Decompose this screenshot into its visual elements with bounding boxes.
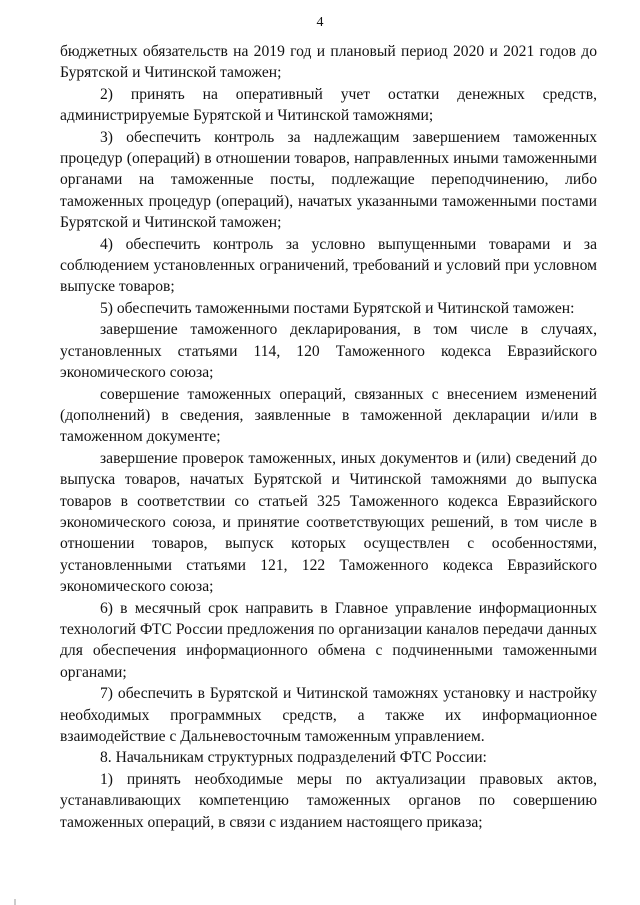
paragraph-continuation: бюджетных обязательств на 2019 год и плановый период 2020 и 2021 годов до Бурятской и Читинской таможен;	[60, 43, 597, 82]
paragraph-item-6: 6) в месячный срок направить в Главное управление информационных технологий ФТС России предложения по организации каналов передачи данных для обеспечения информационного обмена с подчиненными таможенными органами;	[60, 599, 597, 681]
paragraph-item-2: 2) принять на оперативный учет остатки денежных средств, администрируемые Бурятской и Читинской таможнями;	[60, 85, 597, 125]
paragraph-subitem-declaration: завершение таможенного декларирования, в том числе в случаях, установленных статьями 114, 120 Таможенного кодекса Евразийского экономического союза;	[60, 321, 597, 382]
paragraph-section-8-item-1: 1) принять необходимые меры по актуализации правовых актов, устанавливающих компетенцию таможенных органов по совершению таможенных операций, в связи с изданием настоящего приказа;	[60, 770, 597, 831]
paragraph-item-3: 3) обеспечить контроль за надлежащим завершением таможенных процедур (операций) в отношении товаров, направленных иными таможенными органами на таможенные посты, подлежащие переподчинению, либо таможенных процедур (операций), начатых указанными таможенными постами Бурятской и Читинской таможен;	[60, 128, 597, 232]
paragraph-section-8: 8. Начальникам структурных подразделений ФТС России:	[100, 749, 487, 767]
document-body	[60, 41, 597, 833]
paragraph-subitem-inspections: завершение проверок таможенных, иных документов и (или) сведений до выпуска товаров, начатых Бурятской и Читинской таможнями до выпуска товаров в соответствии со статьей 325 Таможенного кодекса Евразийского экономического союза, и принятие соответствующих решений, в том числе в отношении товаров, выпуск которых осуществлен с особенностями, установленными статьями 121, 122 Таможенного кодекса Евразийского экономического союза;	[60, 449, 597, 596]
paragraph-subitem-amendments: совершение таможенных операций, связанных с внесением изменений (дополнений) в сведения, заявленные в таможенной декларации и/или в таможенном документе;	[60, 385, 597, 446]
paragraph-item-5: 5) обеспечить таможенными постами Бурятской и Читинской таможен:	[100, 299, 575, 317]
paragraph-item-7: 7) обеспечить в Бурятской и Читинской таможнях установку и настройку необходимых программных средств, а также их информационное взаимодействие с Дальневосточным таможенным управлением.	[60, 685, 597, 745]
paragraph-item-4: 4) обеспечить контроль за условно выпущенными товарами и за соблюдением установленных ограничений, требований и условий при условном выпуске товаров;	[60, 235, 597, 296]
page-edge-mark	[14, 899, 16, 905]
page-number: 4	[316, 15, 324, 30]
